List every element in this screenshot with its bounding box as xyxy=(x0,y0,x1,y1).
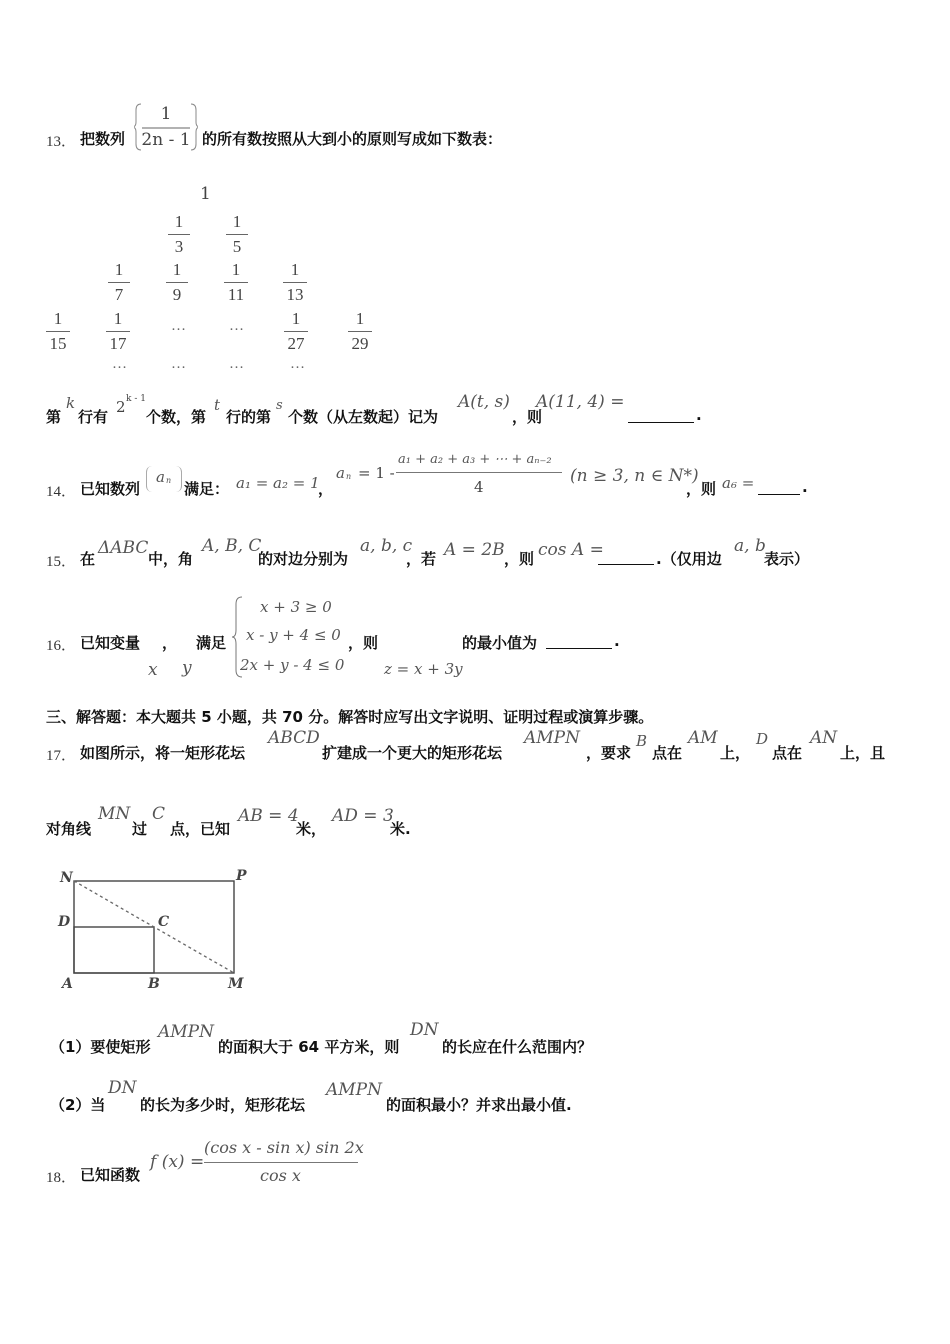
q15-p4: ，则 xyxy=(504,550,535,568)
q17-B: B xyxy=(636,732,648,750)
q16-ineq-3: 2x + y - 4 ≤ 0 xyxy=(240,656,345,674)
q17-s2-b: 的长为多少时，矩形花坛 xyxy=(140,1096,306,1114)
q18-frac-den: cos x xyxy=(260,1166,301,1185)
q17-lead: 如图所示，将一矩形花坛 xyxy=(80,744,246,762)
q14 xyxy=(46,452,926,500)
q17-AD3: AD = 3 xyxy=(332,806,394,826)
fig-label-C: C xyxy=(158,914,170,930)
q17-s1-a: （1）要使矩形 xyxy=(50,1038,151,1056)
table-r2-c2: 1 5 xyxy=(226,212,248,257)
q13-l2-p1: 第 xyxy=(46,408,62,426)
fig-label-P: P xyxy=(236,868,247,884)
q17-figure xyxy=(56,866,266,996)
q17-l2d: 米， xyxy=(296,820,327,838)
table-r3-c1: 1 7 xyxy=(108,260,130,305)
table-r2-c1: 1 3 xyxy=(168,212,190,257)
q17-AB4: AB = 4 xyxy=(238,806,299,826)
q18-frac-num: (cos x - sin x) sin 2x xyxy=(204,1138,364,1157)
table-r4-c4: … xyxy=(229,318,244,334)
fig-label-A: A xyxy=(62,976,73,992)
q13-line2 xyxy=(46,392,926,424)
fig-label-M: M xyxy=(228,976,244,992)
q17-ABCD: ABCD xyxy=(268,728,320,748)
q14-cond: (n ≥ 3, n ∈ N*) xyxy=(570,466,699,486)
q17-line1 xyxy=(46,728,926,764)
q15-p3: ，若 xyxy=(406,550,437,568)
q17-l2b: 过 xyxy=(132,820,148,838)
table-r3-c3: 1 11 xyxy=(224,260,248,305)
q16-number: 16． xyxy=(46,638,77,654)
q17-s1-AMPN: AMPN xyxy=(158,1022,214,1042)
q13-tail: 的所有数按照从大到小的原则写成如下数表： xyxy=(202,130,503,148)
q16-y: y xyxy=(182,658,192,678)
q16-x: x xyxy=(148,660,158,680)
q15-number: 15． xyxy=(46,554,77,570)
q17-l2e: 米. xyxy=(390,820,411,838)
q16-ineq-1: x + 3 ≥ 0 xyxy=(260,598,332,616)
q14-a6: a₆ = xyxy=(722,474,755,492)
fig-label-D: D xyxy=(58,914,71,930)
q14-an2-sub: n xyxy=(346,472,352,481)
q17-p1: 扩建成一个更大的矩形花坛 xyxy=(322,744,503,762)
q16-answer-blank[interactable] xyxy=(546,634,612,649)
q15-p2: 的对边分别为 xyxy=(258,550,349,568)
rect-ABCD xyxy=(74,927,154,973)
q13-l2-p5: 个数（从左数起）记为 xyxy=(288,408,439,426)
q17-s2-c: 的面积最小？并求出最小值. xyxy=(386,1096,572,1114)
q17-sub2 xyxy=(50,1078,920,1114)
q16-ineq-2: x - y + 4 ≤ 0 xyxy=(246,626,341,644)
table-r4-c1: 1 15 xyxy=(46,309,70,354)
q13 xyxy=(46,100,926,430)
q17-line2 xyxy=(46,800,926,836)
q17-s1-DN: DN xyxy=(410,1020,439,1040)
q16-z: z = x + 3y xyxy=(384,660,463,678)
q17-s2-DN: DN xyxy=(108,1078,137,1098)
q13-number: 13． xyxy=(46,134,77,150)
q13-l2-pow: 2 xyxy=(116,398,126,416)
q17-sub1 xyxy=(50,1020,920,1056)
table-r4-c5: 1 27 xyxy=(284,309,308,354)
q14-an-sub: n xyxy=(166,476,172,485)
q18-f: f (x) = xyxy=(150,1152,205,1172)
q13-seq-num: 1 xyxy=(160,104,172,124)
q16-p1: 满足 xyxy=(196,634,227,652)
q17-p6: 上，且 xyxy=(840,744,886,762)
q15-sides: a, b, c xyxy=(360,536,413,556)
q15-answer-blank[interactable] xyxy=(598,550,654,565)
q16 xyxy=(46,594,926,684)
q17-s2-AMPN: AMPN xyxy=(326,1080,382,1100)
q13-l2-p3: 个数，第 xyxy=(146,408,207,426)
table-r1-c1: 1 xyxy=(200,184,211,204)
q13-answer-blank[interactable] xyxy=(628,408,694,423)
table-r5-c3: … xyxy=(229,356,244,372)
q17-s2-a: （2）当 xyxy=(50,1096,106,1114)
q14-frac-den: 4 xyxy=(474,478,484,496)
q14-p3: ，则 xyxy=(686,480,717,498)
table-r4-c6: 1 29 xyxy=(348,309,372,354)
q15-cosA: cos A = xyxy=(538,540,604,560)
q15-angles: A, B, C xyxy=(202,536,262,556)
q13-sequence xyxy=(134,102,198,152)
q14-answer-blank[interactable] xyxy=(758,480,800,495)
q17-s1-b: 的面积大于 64 平方米，则 xyxy=(218,1038,400,1056)
q16-p2: ，则 xyxy=(348,634,379,652)
q13-l2-exp: k - 1 xyxy=(126,394,146,404)
q14-a1a2: a₁ = a₂ = 1 xyxy=(236,474,320,492)
q17-s1-c: 的长应在什么范围内？ xyxy=(442,1038,593,1056)
table-r5-c1: … xyxy=(112,356,127,372)
q17-AMPN: AMPN xyxy=(524,728,580,748)
fig-label-B: B xyxy=(148,976,160,992)
q18 xyxy=(46,1136,926,1190)
q17-l2c: 点，已知 xyxy=(170,820,231,838)
q13-l2-s: s xyxy=(276,398,283,413)
q17-D: D xyxy=(756,730,769,748)
table-r5-c2: … xyxy=(171,356,186,372)
q15-p6: 表示） xyxy=(764,550,810,568)
section-3-heading: 三、解答题：本大题共 5 小题，共 70 分。解答时应写出文字说明、证明过程或演算步骤。 xyxy=(46,708,654,726)
q14-p1: 满足： xyxy=(184,480,230,498)
q13-l2-p4: 行的第 xyxy=(226,408,272,426)
q17-AN: AN xyxy=(810,728,838,748)
q17-p5: 点在 xyxy=(772,744,803,762)
q17-p3: 点在 xyxy=(652,744,683,762)
q16-p3: 的最小值为 xyxy=(462,634,538,652)
q15-ab: a, b xyxy=(734,536,766,556)
table-r3-c2: 1 9 xyxy=(166,260,188,305)
q16-comma: ， xyxy=(162,634,178,652)
q13-l2-k: k xyxy=(66,394,76,412)
q15-lead: 在 xyxy=(80,550,96,568)
q13-l2-A114: A(11, 4) = xyxy=(536,392,625,412)
q16-lead: 已知变量 xyxy=(80,634,141,652)
q13-lead: 把数列 xyxy=(80,130,126,148)
q13-seq-den: 2n - 1 xyxy=(141,130,191,150)
q14-an: a xyxy=(156,468,165,486)
q18-frac-bar xyxy=(204,1162,358,1163)
q13-l2-p6: ，则 xyxy=(512,408,543,426)
q13-l2-t: t xyxy=(214,396,221,414)
fig-label-N: N xyxy=(60,870,73,886)
q17-p4: 上， xyxy=(720,744,751,762)
q17-p2: ，要求 xyxy=(586,744,632,762)
q14-end: . xyxy=(802,478,808,496)
q14-lead: 已知数列 xyxy=(80,480,141,498)
q14-frac-bar xyxy=(396,472,562,473)
table-r3-c4: 1 13 xyxy=(283,260,307,305)
q14-an2: a xyxy=(336,464,345,482)
q17-C: C xyxy=(152,804,166,824)
q17-l2a: 对角线 xyxy=(46,820,92,838)
q15-p1: 中，角 xyxy=(148,550,194,568)
table-r5-c4: … xyxy=(290,356,305,372)
q15 xyxy=(46,536,926,572)
q18-number: 18． xyxy=(46,1170,77,1186)
q15-p5: .（仅用边 xyxy=(656,550,722,568)
q17-MN: MN xyxy=(98,804,131,824)
q14-frac-num: a₁ + a₂ + a₃ + ⋯ + aₙ₋₂ xyxy=(398,452,552,467)
q17-AM: AM xyxy=(688,728,718,748)
table-r4-c2: 1 17 xyxy=(106,309,130,354)
q18-lead: 已知函数 xyxy=(80,1166,141,1184)
q13-l2-Ats: A(t, s) xyxy=(458,392,510,412)
q17-number: 17． xyxy=(46,748,77,764)
table-r4-c3: … xyxy=(171,318,186,334)
q15-cond: A = 2B xyxy=(444,540,505,560)
q15-triangle: ΔABC xyxy=(98,538,149,558)
q16-end: . xyxy=(614,632,620,650)
q14-p2: ， xyxy=(318,480,334,498)
q13-l2-end: . xyxy=(696,406,702,424)
q14-number: 14． xyxy=(46,484,77,500)
q14-an-eq: = 1 - xyxy=(358,464,395,482)
q13-l2-p2: 行有 xyxy=(78,408,109,426)
